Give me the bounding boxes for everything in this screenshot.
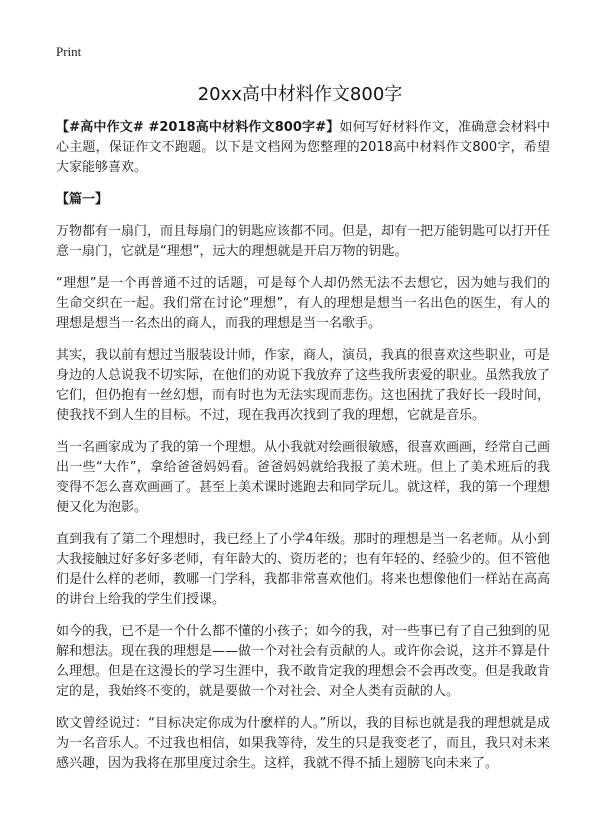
intro-tags: 【#高中作文# #2018高中材料作文800字#】	[56, 120, 340, 135]
body-paragraph-2: “理想”是一个再普通不过的话题，可是每个人却仍然无法不去想它，因为她与我们的生命交织在一起。我们常在讨论“理想”，有人的理想是想当一名出色的医生，有人的理想是想当一名杰出的商人，而我的理想是当一名歌手。	[56, 276, 550, 331]
body-paragraph-6: 如今的我，已不是一个什么都不懂的小孩子；如今的我，对一些事已有了自己独到的见解和想法。现在我的理想是——做一个对社会有贡献的人。或许你会说，这并不算是什么理想。但是在这漫长的学习生涯中，我不敢肯定我的理想会不会再改变。但是我敢肯定的是，我始终不变的，就是要做一个对社会、对全人类有贡献的人。	[56, 624, 551, 699]
body-paragraph-5: 直到我有了第二个理想时，我已经上了小学4年级。那时的理想是当一名老师。从小到大我接触过好多好多老师，有年龄大的、资历老的；也有年轻的、经验少的。但不管他们是什么样的老师，教哪一门学科，我都非常喜欢他们。将来也想像他们一样站在高高的讲台上给我的学生们授课。	[56, 532, 551, 607]
document-body	[56, 118, 550, 786]
body-paragraph-3: 其实，我以前有想过当服装设计师，作家，商人，演员，我真的很喜欢这些职业，可是身边的人总说我不切实际，在他们的劝说下我放弃了这些我所衷爱的职业。虽然我放了它们，但仍抱有一丝幻想，而有时也为无法实现而悲伤。这也困扰了我好长一段时间，使我找不到人生的目标。不过，现在我再次找到了我的理想，它就是音乐。	[56, 348, 551, 423]
body-paragraph-7: 欧文曾经说过：“目标决定你成为什麽样的人。”所以，我的目标也就是我的理想就是成为一名音乐人。不过我也相信，如果我等待，发生的只是我变老了，而且，我只对未来感兴趣，因为我将在那里度过余生。这样，我就不得不插上翅膀飞向未来了。	[56, 716, 551, 771]
intro-text: 如何写好材料作文，准确意会材料中心主题，保证作文不跑题。以下是文档网为您整理的2018高中材料作文800字，希望大家能够喜欢。	[56, 120, 550, 175]
body-paragraph-4: 当一名画家成为了我的第一个理想。从小我就对绘画很敏感，很喜欢画画，经常自己画出一些“大作”，拿给爸爸妈妈看。爸爸妈妈就给我报了美术班。但上了美术班后的我变得不怎么喜欢画画了。甚至上美术课时逃跑去和同学玩儿。就这样，我的第一个理想便又化为泡影。	[56, 440, 551, 515]
print-label: Print	[56, 44, 82, 59]
section-heading: 【篇一】	[56, 192, 109, 207]
document-title: 20xx高中材料作文800字	[197, 84, 403, 105]
intro-paragraph	[56, 118, 550, 178]
body-paragraph-1: 万物都有一扇门，而且每扇门的钥匙应该都不同。但是，却有一把万能钥匙可以打开任意一扇门，它就是“理想”，远大的理想就是开启万物的钥匙。	[56, 224, 551, 259]
